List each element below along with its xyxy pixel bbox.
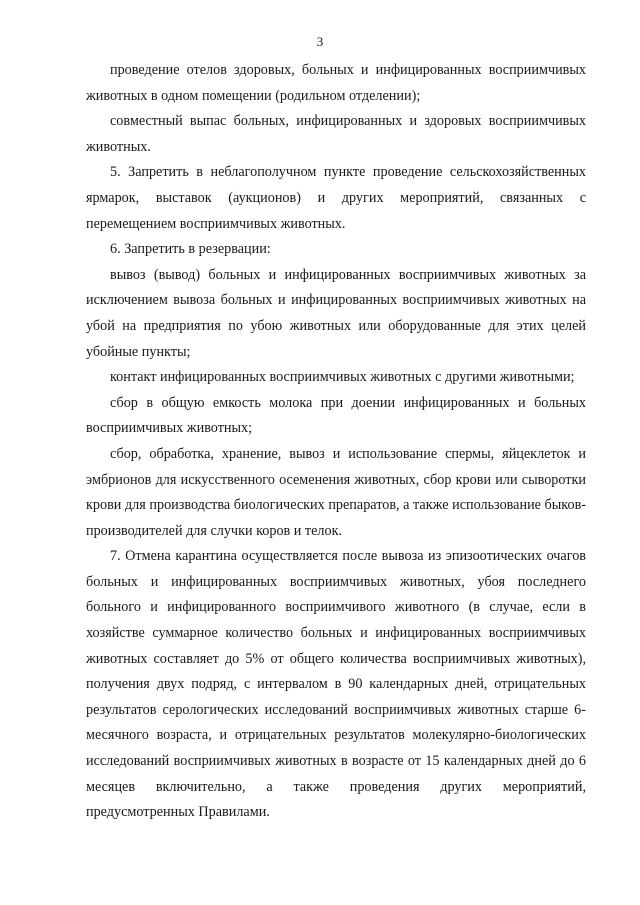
paragraph-item-5: 5. Запретить в неблагополучном пункте проведение сельскохозяйственных ярмарок, выставок (аукционов) и других мероприятий, связанных с перемещением восприимчивых животных. [86,164,586,232]
document-body [86,58,586,826]
paragraph-item-6: 6. Запретить в резервации: [110,241,271,258]
paragraph-item-7: 7. Отмена карантина осуществляется после вывоза из эпизоотических очагов больных и инфицированных восприимчивых животных, убоя последнего больного и инфицированного восприимчивого животного (в случае, если в хозяйстве суммарное количество больных и инфицированных восприимчивых животных составляет до 5% от общего количества восприимчивых животных), получения двух подряд, с интервалом в 90 календарных дней, отрицательных результатов серологических исследований восприимчивых животных старше 6-месячного возраста, и отрицательных результатов молекулярно-биологических исследований восприимчивых животных в возрасте от 15 календарных дней до 6 месяцев включительно, а также проведения других мероприятий, предусмотренных Правилами. [86,548,586,821]
paragraph-grazing-ban: совместный выпас больных, инфицированных и здоровых восприимчивых животных. [86,113,586,155]
page-number: 3 [316,34,324,49]
paragraph-contact-ban: контакт инфицированных восприимчивых животных с другими животными; [110,369,575,386]
paragraph-semen-ban: сбор, обработка, хранение, вывоз и использование спермы, яйцеклеток и эмбрионов для искусственного осеменения животных, сбор крови или сыворотки крови для производства биологических препаратов, а также использование быков-производителей для случки коров и телок. [86,445,586,539]
paragraph-export-ban: вывоз (вывод) больных и инфицированных восприимчивых животных за исключением вывоза больных и инфицированных восприимчивых животных на убой на предприятия по убою животных или оборудованные для этих целей убойные пункты; [86,266,586,360]
paragraph-milk-ban: сбор в общую емкость молока при доении инфицированных и больных восприимчивых животных; [86,394,586,437]
paragraph-calving-ban: проведение отелов здоровых, больных и инфицированных восприимчивых животных в одном помещении (родильном отделении); [86,62,586,104]
